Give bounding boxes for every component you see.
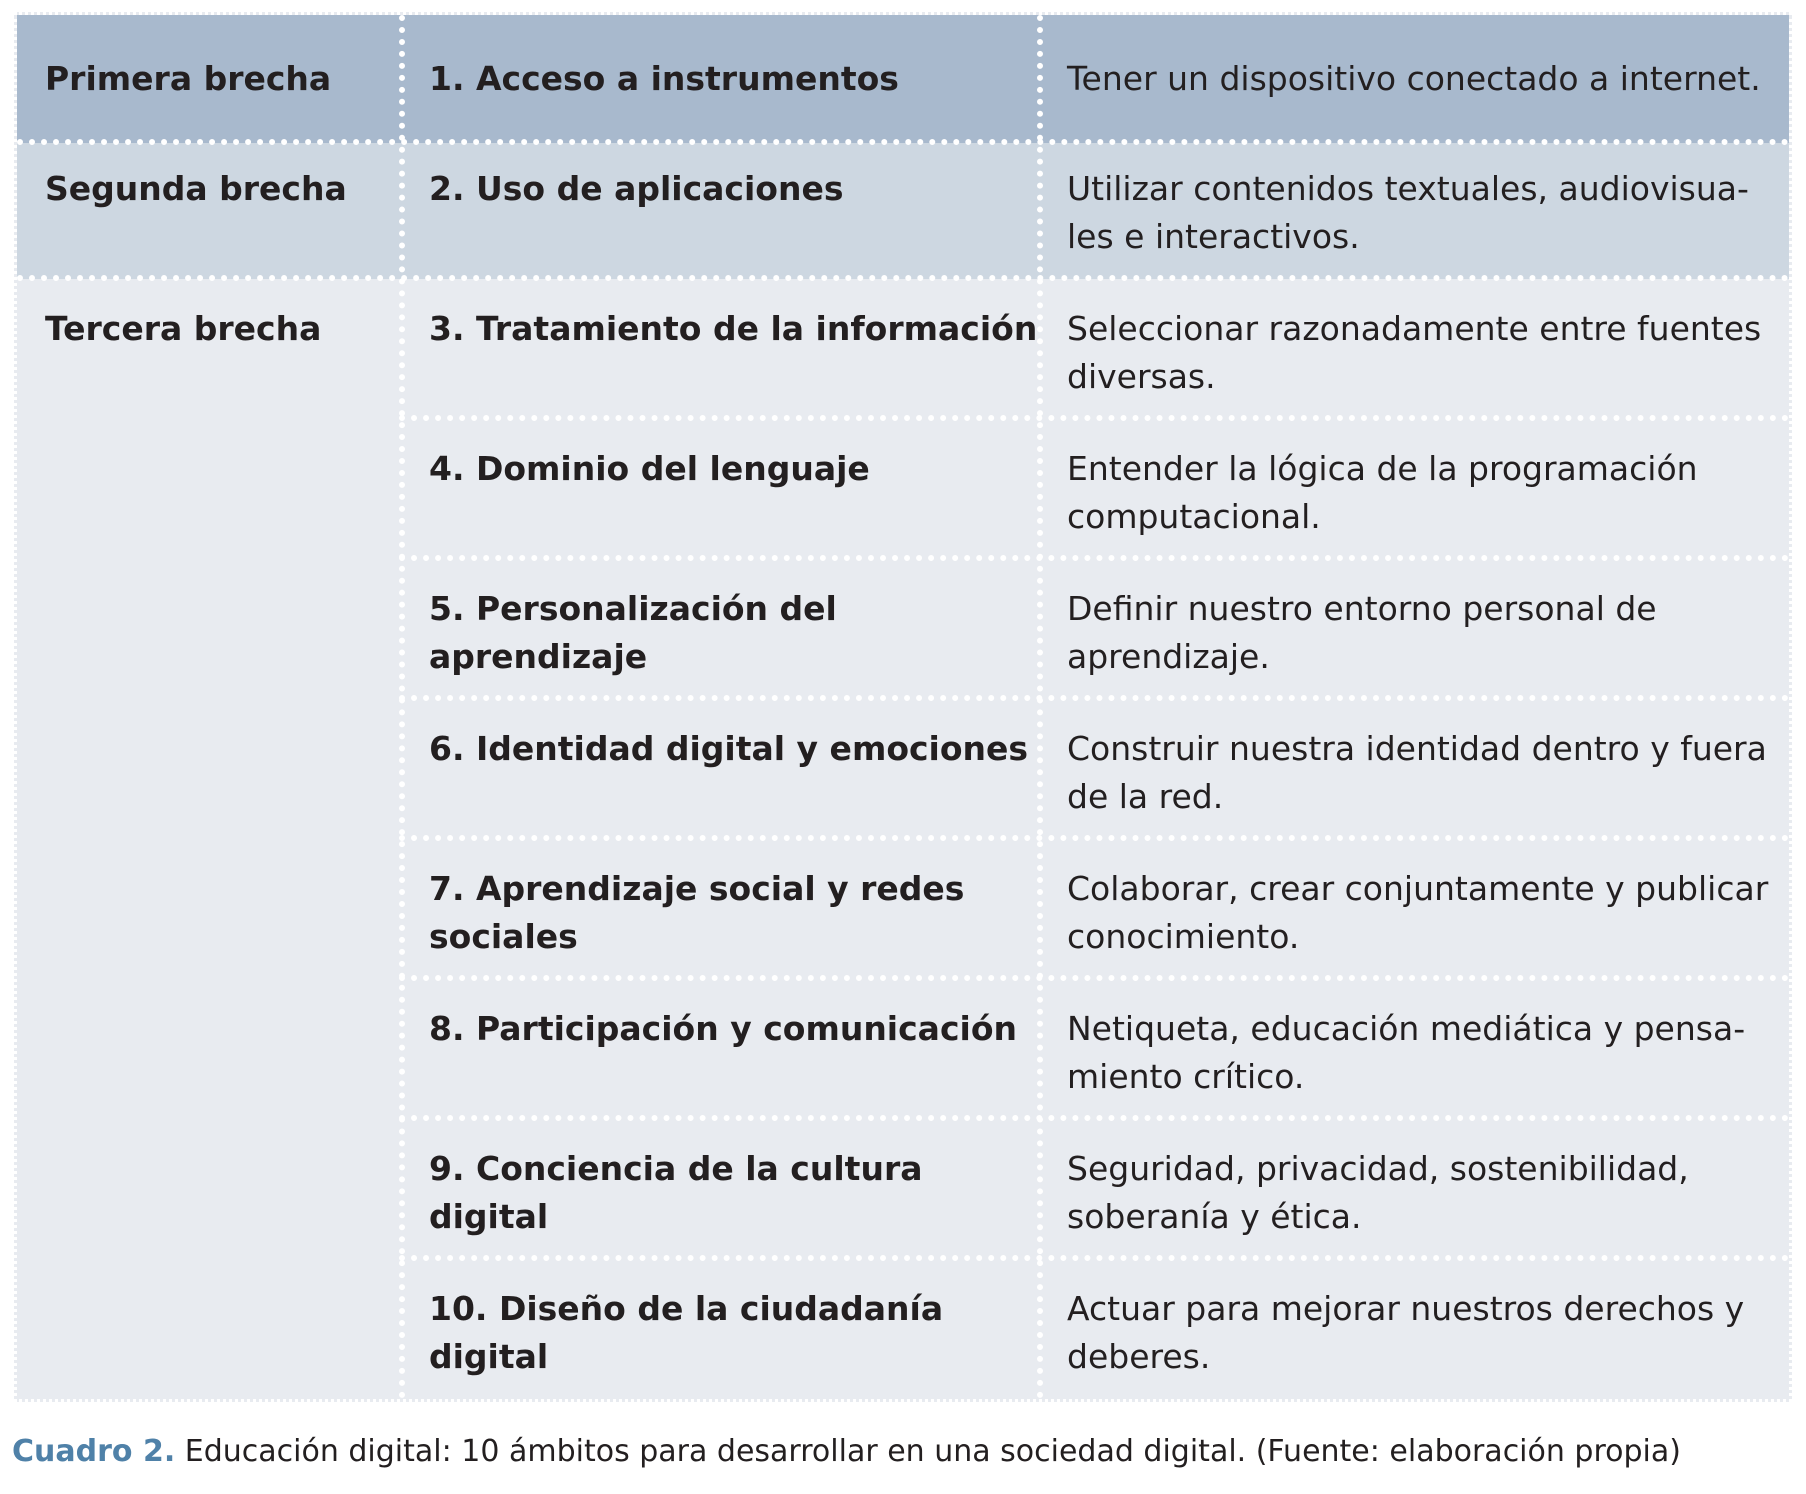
- ambito-description: Entender la lógica de la programación computacional.: [1067, 449, 1698, 536]
- ambito-description: Seleccionar razonadamente entre fuentes diversas.: [1067, 309, 1762, 396]
- ambito-label: 4. Dominio del lenguaje: [429, 449, 870, 488]
- ambito-label: 10. Diseño de la ciudadanía digital: [429, 1289, 944, 1376]
- row-divider-3: [399, 415, 1789, 421]
- ambito-description: Netiqueta, educación mediática y pensa-miento crítico.: [1067, 1009, 1746, 1096]
- row-divider-6: [399, 835, 1789, 841]
- ambito-description: Tener un dispositivo conectado a internet.: [1067, 59, 1761, 98]
- gap-label: Segunda brecha: [45, 169, 347, 208]
- row-divider-4: [399, 555, 1789, 561]
- caption-label: Cuadro 2.: [12, 1434, 176, 1469]
- row-divider-1: [17, 139, 1789, 145]
- column-divider-1: [399, 15, 405, 1399]
- ambito-label: 6. Identidad digital y emociones: [429, 729, 1029, 768]
- ambito-description: Colaborar, crear conjuntamente y publicar conocimiento.: [1067, 869, 1769, 956]
- ambito-description: Definir nuestro entorno personal de aprendizaje.: [1067, 589, 1657, 676]
- row-divider-8: [399, 1115, 1789, 1121]
- ambito-label: 2. Uso de aplicaciones: [429, 169, 844, 208]
- row-divider-9: [399, 1255, 1789, 1261]
- row-divider-7: [399, 975, 1789, 981]
- ambito-label: 9. Conciencia de la cultura digital: [429, 1149, 923, 1236]
- ambito-label: 3. Tratamiento de la información: [429, 309, 1038, 348]
- ambito-description: Actuar para mejorar nuestros derechos y deberes.: [1067, 1289, 1745, 1376]
- ambito-label: 1. Acceso a instrumentos: [429, 59, 899, 98]
- digital-education-table: [14, 12, 1792, 1402]
- caption-text: Educación digital: 10 ámbitos para desarrollar en una sociedad digital. (Fuente: elaboración propia): [175, 1434, 1681, 1469]
- ambito-description: Seguridad, privacidad, sostenibilidad, soberanía y ética.: [1067, 1149, 1689, 1236]
- row-divider-5: [399, 695, 1789, 701]
- ambito-description: Utilizar contenidos textuales, audiovisua-les e interactivos.: [1067, 169, 1749, 256]
- gap-label: Tercera brecha: [45, 309, 322, 348]
- row-divider-2: [17, 275, 1789, 281]
- ambito-label: 8. Participación y comunicación: [429, 1009, 1017, 1048]
- ambito-label: 7. Aprendizaje social y redes sociales: [429, 869, 965, 956]
- gap-label: Primera brecha: [45, 59, 332, 98]
- ambito-description: Construir nuestra identidad dentro y fuera de la red.: [1067, 729, 1767, 816]
- table-caption: [12, 1432, 1681, 1472]
- ambito-label: 5. Personalización del aprendizaje: [429, 589, 837, 676]
